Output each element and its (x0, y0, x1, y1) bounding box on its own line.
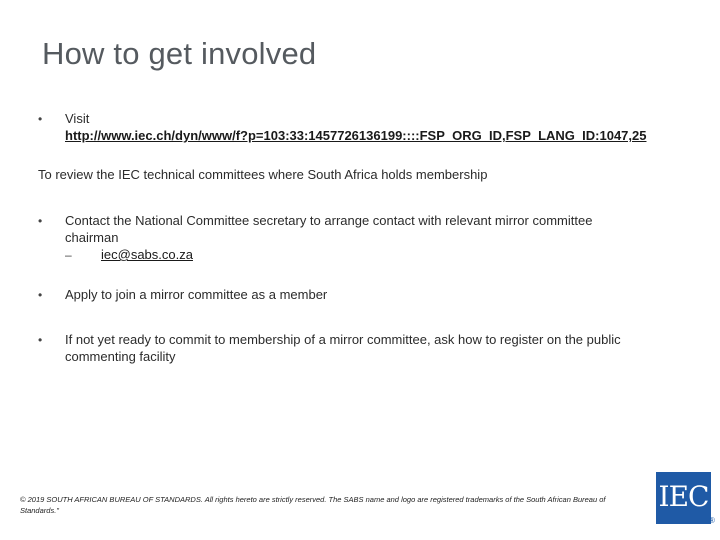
visit-label: Visit (65, 111, 90, 126)
iec-logo-text: IEC (658, 480, 709, 513)
registered-mark: ® (709, 516, 715, 525)
review-text: To review the IEC technical committees where South Africa holds membership (38, 167, 488, 182)
iec-logo (656, 472, 711, 524)
dash-marker: – (65, 248, 72, 262)
bullet-marker: • (38, 288, 43, 302)
bullet-marker: • (38, 214, 43, 228)
contact-item (65, 212, 645, 264)
bullet-marker: • (38, 112, 43, 126)
iec-membership-link[interactable]: http://www.iec.ch/dyn/www/f?p=103:33:1457726136199::::FSP_ORG_ID,FSP_LANG_ID:1047,25 (65, 128, 647, 143)
page-title: How to get involved (42, 36, 317, 71)
apply-text: Apply to join a mirror committee as a member (65, 287, 328, 302)
visit-item (65, 110, 685, 144)
register-text: If not yet ready to commit to membership of a mirror committee, ask how to register on the public commenting facility (65, 332, 621, 364)
bullet-marker: • (38, 333, 43, 347)
copyright-footer: © 2019 SOUTH AFRICAN BUREAU OF STANDARDS. All rights hereto are strictly reserved. The SABS name and logo are registered trademarks of the South African Bureau of Standards." (20, 495, 606, 515)
contact-text: Contact the National Committee secretary to arrange contact with relevant mirror committee chairman (65, 213, 593, 245)
contact-subitem (65, 246, 645, 264)
contact-email-link[interactable]: iec@sabs.co.za (101, 247, 193, 262)
